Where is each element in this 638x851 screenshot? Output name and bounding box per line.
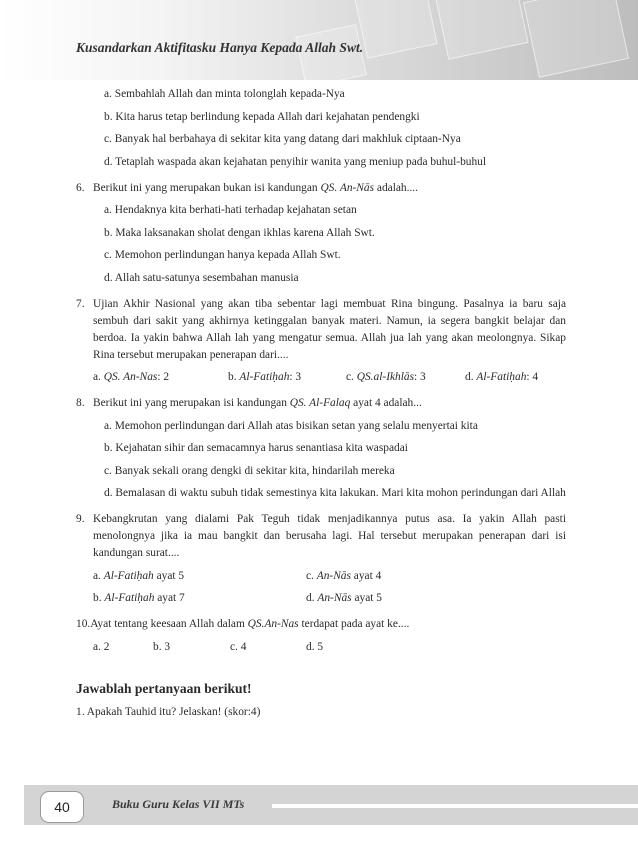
q6-option-a: a. Hendaknya kita berhati-hati terhadap kejahatan setan: [104, 204, 357, 216]
q9-option-a: a. Al-Fatiḥah ayat 5: [93, 569, 185, 582]
essay-question-1: 1. Apakah Tauhid itu? Jelaskan! (skor:4): [76, 705, 261, 718]
q6-option-d: d. Allah satu-satunya sesembahan manusia: [104, 271, 299, 284]
q8-option-c: c. Banyak sekali orang dengki di sekitar kita, hindarilah mereka: [104, 464, 395, 477]
q7-options: [93, 369, 566, 386]
q10-options: [93, 639, 566, 656]
q6-option-c: c. Memohon perlindungan hanya kepada Allah Swt.: [104, 249, 341, 261]
q8-option-b: b. Kejahatan sihir dan semacamnya harus senantiasa kita waspadai: [104, 442, 408, 454]
prev-option-d: d. Tetaplah waspada akan kejahatan penyihir wanita yang meniup pada buhul-buhul: [104, 155, 487, 168]
q9-options-row-2: [93, 590, 566, 607]
q7-option-c: c. QS.al-Ikhlās: 3: [346, 371, 426, 383]
book-title: Buku Guru Kelas VII MTs: [112, 797, 245, 811]
question-10: 10.Ayat tentang keesaan Allah dalam QS.An-Nas terdapat pada ayat ke....: [76, 618, 410, 630]
q8-option-a: a. Memohon perlindungan dari Allah atas bisikan setan yang selalu menyertai kita: [104, 419, 478, 432]
q7-option-a: a. QS. An-Nas: 2: [93, 371, 170, 383]
q6-option-b: b. Maka laksanakan sholat dengan ikhlas karena Allah Swt.: [104, 226, 375, 239]
footer-divider: [272, 804, 638, 808]
q8-option-d: d. Bemalasan di waktu subuh tidak semestinya kita lakukan. Mari kita mohon perindungan dari Allah: [104, 487, 566, 499]
q10-option-d: d. 5: [306, 640, 324, 653]
question-7: 7. Ujian Akhir Nasional yang akan tiba sebentar lagi membuat Rina bingung. Pasalnya ia baru saja sembuh dari sakit yang akhirnya ketinggalan banyak materi. Namun, ia segera bangkit belajar dan berdoa. Ia yakin bahwa Allah lah yang mengatur semua. Allah jua lah yang akan meolongnya. Sikap Rina tersebut merupakan penerapan dari....: [76, 297, 566, 361]
question-6: 6. Berikut ini yang merupakan bukan isi kandungan QS. An-Nās adalah....: [76, 181, 419, 194]
q9-options-row-1: [93, 568, 566, 585]
q9-option-d: d. An-Nās ayat 5: [306, 592, 382, 604]
chapter-title: Kusandarkan Aktifitasku Hanya Kepada Allah Swt.: [76, 40, 364, 55]
essay-section-title: Jawablah pertanyaan berikut!: [76, 680, 252, 696]
q10-option-a: a. 2: [93, 640, 110, 653]
question-8: 8. Berikut ini yang merupakan isi kandungan QS. Al-Falaq ayat 4 adalah...: [76, 397, 422, 409]
q9-option-b: b. Al-Fatiḥah ayat 7: [93, 592, 185, 604]
q10-option-b: b. 3: [153, 640, 171, 653]
prev-option-a: a. Sembahlah Allah dan minta tolonglah kepada-Nya: [104, 88, 345, 100]
q7-option-d: d. Al-Fatiḥah: 4: [465, 371, 539, 383]
q7-option-b: b. Al-Fatiḥah: 3: [228, 371, 302, 383]
question-content: [76, 86, 566, 721]
prev-option-b: b. Kita harus tetap berlindung kepada Allah dari kejahatan pendengki: [104, 110, 420, 123]
prev-option-c: c. Banyak hal berbahaya di sekitar kita yang datang dari makhluk ciptaan-Nya: [104, 133, 461, 145]
question-9: 9. Kebangkrutan yang dialami Pak Teguh tidak menjadikannya putus asa. Ia yakin Allah pasti menolongnya jika ia mau bangkit dan berusaha lagi. Hal tersebut merupakan penerapan dari isi kandungan surat....: [76, 513, 566, 559]
page-number: 40: [40, 791, 84, 823]
q9-option-c: c. An-Nās ayat 4: [306, 569, 382, 582]
q10-option-c: c. 4: [230, 640, 247, 653]
